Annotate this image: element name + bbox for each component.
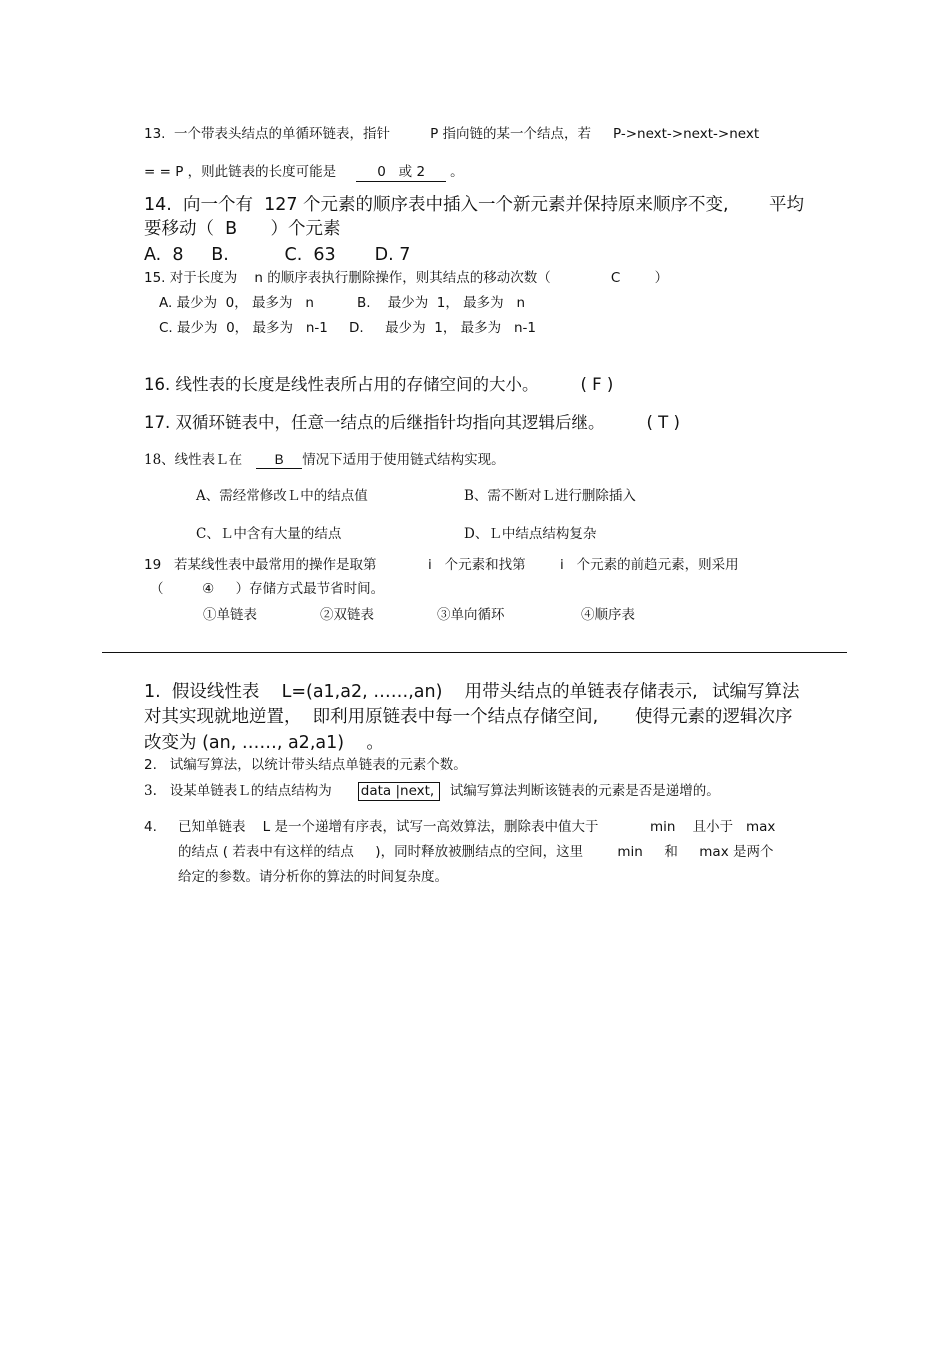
q18-option-b: B、需不断对Ｌ进行删除插入 <box>464 488 636 504</box>
q13-line1-expr: P->next->next->next <box>613 126 760 142</box>
q14-line1-left: 14. 向一个有 127 个元素的顺序表中插入一个新元素并保持原来顺序不变, <box>144 195 729 215</box>
q18-option-a: A、需经常修改Ｌ中的结点值 <box>196 488 368 504</box>
q13-line2-suffix: 。 <box>450 164 464 180</box>
p3 <box>144 782 720 801</box>
q15-option-b: B. 最少为 1， 最多为 n <box>357 295 526 311</box>
q16: 16. 线性表的长度是线性表所占用的存储空间的大小。 ( F ) <box>144 375 614 394</box>
p1-line1-right: 试编写算法 <box>712 682 800 702</box>
q18-suffix: 情况下适用于使用链式结构实现。 <box>302 452 505 468</box>
q13-line1 <box>144 127 759 143</box>
p4-number: 4. <box>144 819 157 835</box>
p1-line3: 改变为 (an, ……, a2,a1) 。 <box>144 733 384 753</box>
q13-line2-prefix: = = P ，则此链表的长度可能是 <box>144 164 337 180</box>
q18-stem <box>144 452 505 469</box>
q14-line1-right: 平均 <box>769 195 804 215</box>
p3-suffix: 试编写算法判断该链表的元素是否是递增的。 <box>449 783 720 799</box>
q18-prefix: 18、线性表Ｌ在 <box>144 452 243 468</box>
q15-option-d: D. 最少为 1， 最多为 n-1 <box>349 320 536 336</box>
q17: 17. 双循环链表中，任意一结点的后继指针均指向其逻辑后继。 ( T ) <box>144 413 680 432</box>
q18-option-d: D、Ｌ中结点结构复杂 <box>464 526 597 542</box>
q13-answer-blank: 0 或 2 <box>356 165 446 182</box>
p4-line3: 给定的参数。请分析你的算法的时间复杂度。 <box>178 869 448 885</box>
q14-line1 <box>144 195 729 215</box>
q19-option-3: ③单向循环 <box>437 607 505 623</box>
p2: 2. 试编写算法，以统计带头结点单链表的元素个数。 <box>144 757 467 773</box>
q19-option-1: ①单链表 <box>203 607 257 623</box>
q19-line2: （ ④ ）存储方式最节省时间。 <box>150 581 385 597</box>
p1-line1-left: 1. 假设线性表 L=(a1,a2, ……,an) 用带头结点的单链表存储表示, <box>144 682 698 702</box>
q19-option-4: ④顺序表 <box>581 607 635 623</box>
q15-stem: 15. 对于长度为 n 的顺序表执行删除操作，则其结点的移动次数（ C ） <box>144 270 669 286</box>
q18-answer-blank: B <box>256 452 302 469</box>
p1-line2-right: 使得元素的逻辑次序 <box>635 707 793 727</box>
p4-line2: 的结点 ( 若表中有这样的结点 )，同时释放被删结点的空间，这里 min 和 max 是两个 <box>178 844 774 860</box>
q19-option-2: ②双链表 <box>320 607 374 623</box>
q13-line1-mid: P 指向链的某一个结点，若 <box>430 126 591 142</box>
q18-option-c: C、Ｌ中含有大量的结点 <box>196 526 342 542</box>
q14-line2: 要移动（ B ）个元素 <box>144 219 341 239</box>
q15-option-c: C. 最少为 0， 最多为 n-1 <box>159 320 328 336</box>
p3-node-structure-box: data |next, <box>358 782 440 801</box>
q13-line1-prefix: 13. 一个带表头结点的单循环链表，指针 <box>144 126 391 142</box>
q15-option-a: A. 最少为 0， 最多为 n <box>159 295 314 311</box>
section-divider <box>102 652 847 653</box>
q19-line1: 19 若某线性表中最常用的操作是取第 i 个元素和找第 i 个元素的前趋元素，则采用 <box>144 557 739 573</box>
p4-line1: 已知单链表 L 是一个递增有序表，试写一高效算法，删除表中值大于 min 且小于 max <box>178 819 776 835</box>
q14-options: A. 8 B. C. 63 D. 7 <box>144 245 411 265</box>
p3-prefix: 3. 设某单链表Ｌ的结点结构为 <box>144 783 332 799</box>
q13-line2 <box>144 165 464 182</box>
p1-line2-left: 对其实现就地逆置， 即利用原链表中每一个结点存储空间, <box>144 707 599 727</box>
